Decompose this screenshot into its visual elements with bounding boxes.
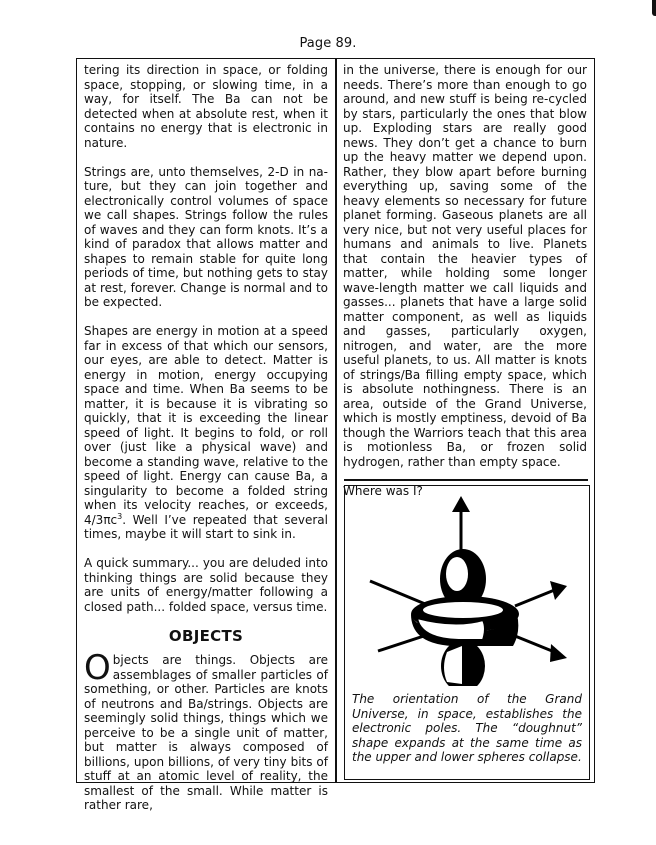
- figure-top-rule: [344, 479, 588, 481]
- paragraph-shapes-tail: . Well I’ve repeated that several times, maybe it will start to sink in.: [84, 512, 328, 541]
- drop-cap: O: [84, 648, 111, 688]
- paragraph-shapes-body: Shapes are energy in motion at a speed far in excess of that which our sensors, our eyes, are able to detect. Matter is energy in motion, energy occupying space and time. When Ba seems to be matter, it is because it is vibrating so quickly, that it is exceeding the linear speed of light. It begins to fold, or roll over (just like a physical wave) and become a standing wave, relative to the speed of light. Energy can cause Ba, a singularity to become a folded string when its velocity reaches, or exceeds, 4/3πc: [84, 324, 328, 527]
- figure-caption: The orientation of the Grand Universe, in space, establishes the electronic poles. The “doughnut” shape expands at the same time as the upper and lower spheres collapse.: [352, 692, 582, 764]
- paragraph-summary: A quick summary... you are deluded into thinking things are solid because they are units of energy/matter following a closed path... folded space, versus time.: [84, 556, 328, 614]
- left-column: [84, 63, 328, 813]
- paragraph-strings: Strings are, unto themselves, 2-D in nature, but they can join together and electronically control volumes of space we call shapes. Strings follow the rules of waves and they can form knots. It’s a kind of paradox that allows matter and shapes to remain stable for quite long periods of time, but nothing gets to stay at rest, forever. Change is normal and to be expected.: [84, 164, 328, 309]
- right-column: [343, 63, 587, 513]
- section-heading-objects: OBJECTS: [168, 626, 244, 645]
- column-divider: [335, 59, 337, 782]
- page-number: Page 89.: [299, 36, 357, 51]
- page-frame: [76, 58, 595, 812]
- paragraph-shapes: [84, 324, 328, 542]
- paragraph-objects: [84, 648, 328, 813]
- scan-corner-mark: [652, 0, 656, 16]
- grand-universe-diagram-icon: [343, 483, 588, 686]
- figure-box: [344, 485, 590, 780]
- paragraph-objects-body: bjects are things. Objects are assemblages of smaller particles of something, or other. Particles are knots of neutrons and Ba/strings. Objects are seemingly solid things, things which we perceive to be a single unit of matter, but matter is always composed of billions, upon billions, of very tiny bits of stuff at an atomic level of reality, the smallest of the small. While matter is rather rare,: [84, 653, 328, 812]
- superscript-exponent: 3: [117, 511, 123, 521]
- paragraph-where-was-i: Where was I?: [343, 483, 423, 498]
- paragraph-ba-detection: tering its direction in space, or folding space, stopping, or slowing time, in a way, for itself. The Ba can not be detected when at absolute rest, when it contains no energy that is electronic in nature.: [84, 63, 328, 150]
- paragraph-universe-matter: in the universe, there is enough for our needs. There’s more than enough to go around, and new stuff is being re-cycled by stars, particularly the ones that blow up. Exploding stars are really good news. They don’t get a chance to burn up the heavy matter we depend upon. Rather, they blow apart before burning everything up, saving some of the heavy elements so necessary for future planet forming. Gaseous planets are all very nice, but not very useful places for humans and animals to live. Planets that contain the heavier types of matter, while holding some longer wave-length matter we call liquids and gasses... planets that have a large solid matter component, as well as liquids and gasses, particularly oxygen, nitrogen, and water, are the more useful planets, to us. All matter is knots of strings/Ba filling empty space, which is absolute nothingness. There is an area, outside of the Grand Universe, which is mostly emptiness, devoid of Ba though the Warriors teach that this area is motionless Ba, or frozen solid hydrogen, rather than empty space.: [343, 63, 587, 469]
